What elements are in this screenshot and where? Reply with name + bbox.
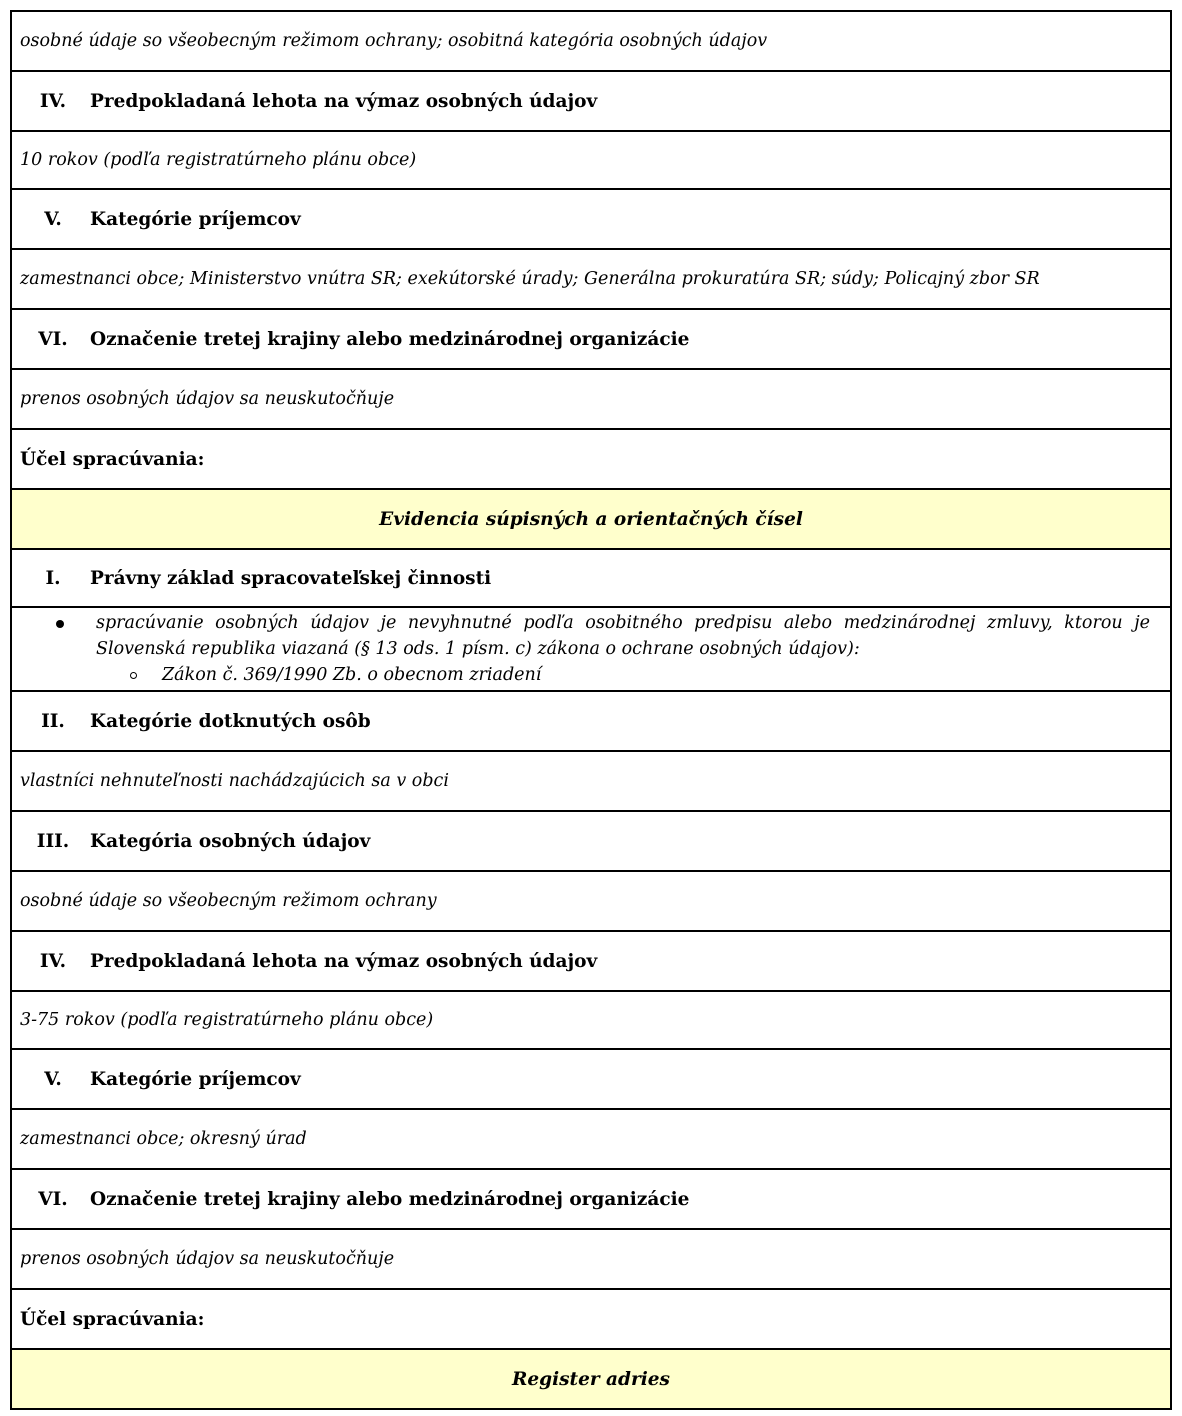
cell-text: 3-75 rokov (podľa registratúrneho plánu obce) [20, 1010, 434, 1030]
purpose-label [12, 430, 1170, 490]
section-title: Kategórie príjemcov [90, 1068, 301, 1090]
data-subjects-value [12, 752, 1170, 812]
purpose-title: Evidencia súpisných a orientačných čísel [379, 508, 803, 530]
section-heading-retention-2 [12, 932, 1170, 992]
section-title: Kategórie dotknutých osôb [90, 710, 371, 732]
bullet-text: spracúvanie osobných údajov je nevyhnutné podľa osobitného predpisu alebo medzinárodnej zmluvy, ktorou je Slovenská republika viazaná (§ 13 ods. 1 písm. c) zákona o ochrane osobných údajov): [96, 613, 1150, 659]
recipients-value-2 [12, 1110, 1170, 1170]
cell-text: osobné údaje so všeobecným režimom ochrany; osobitná kategória osobných údajov [20, 31, 768, 51]
section-title: Označenie tretej krajiny alebo medzinárodnej organizácie [90, 328, 690, 350]
section-number: VI. [38, 1188, 68, 1210]
third-country-value [12, 370, 1170, 430]
section-title: Predpokladaná lehota na výmaz osobných údajov [90, 950, 598, 972]
cell-text: Účel spracúvania: [20, 1308, 205, 1330]
processing-records-table [10, 10, 1172, 1410]
section-heading-data-subjects [12, 692, 1170, 752]
cell-text: zamestnanci obce; okresný úrad [20, 1129, 307, 1149]
section-heading-data-category [12, 812, 1170, 872]
purpose-title: Register adries [512, 1368, 670, 1390]
section-number: V. [44, 208, 62, 230]
section-number: III. [36, 830, 70, 852]
section-title: Predpokladaná lehota na výmaz osobných údajov [90, 90, 598, 112]
section-heading-retention [12, 72, 1170, 132]
purpose-label-2 [12, 1290, 1170, 1350]
section-heading-recipients-2 [12, 1050, 1170, 1110]
purpose-title-highlight-2 [12, 1350, 1170, 1410]
bullet-item [12, 610, 1170, 662]
retention-value-2 [12, 992, 1170, 1050]
section-heading-third-country [12, 310, 1170, 370]
personal-data-category-value [12, 12, 1170, 72]
purpose-title-highlight [12, 490, 1170, 550]
section-number: V. [44, 1068, 62, 1090]
sub-bullet-text: Zákon č. 369/1990 Zb. o obecnom zriadení [162, 665, 542, 685]
section-number: I. [45, 567, 61, 589]
cell-text: 10 rokov (podľa registratúrneho plánu obce) [20, 150, 417, 170]
section-number: IV. [39, 90, 67, 112]
circle-bullet-icon [130, 672, 137, 679]
retention-value [12, 132, 1170, 190]
recipients-value [12, 250, 1170, 310]
cell-text: prenos osobných údajov sa neuskutočňuje [20, 389, 395, 409]
cell-text: zamestnanci obce; Ministerstvo vnútra SR; exekútorské úrady; Generálna prokuratúra SR; súdy; Policajný zbor SR [20, 269, 1040, 289]
section-number: VI. [38, 328, 68, 350]
data-category-value [12, 872, 1170, 932]
section-number: IV. [39, 950, 67, 972]
section-title: Kategórie príjemcov [90, 208, 301, 230]
section-title: Právny základ spracovateľskej činnosti [90, 567, 492, 589]
section-heading-recipients [12, 190, 1170, 250]
legal-basis-value [12, 608, 1170, 692]
section-title: Kategória osobných údajov [90, 830, 371, 852]
section-heading-third-country-2 [12, 1170, 1170, 1230]
cell-text: Účel spracúvania: [20, 448, 205, 470]
section-heading-legal-basis [12, 550, 1170, 608]
section-number: II. [41, 710, 65, 732]
section-title: Označenie tretej krajiny alebo medzinárodnej organizácie [90, 1188, 690, 1210]
cell-text: prenos osobných údajov sa neuskutočňuje [20, 1249, 395, 1269]
cell-text: osobné údaje so všeobecným režimom ochrany [20, 891, 437, 911]
third-country-value-2 [12, 1230, 1170, 1290]
bullet-icon [56, 620, 64, 628]
cell-text: vlastníci nehnuteľnosti nachádzajúcich sa v obci [20, 771, 449, 791]
sub-bullet-item [12, 662, 1170, 688]
